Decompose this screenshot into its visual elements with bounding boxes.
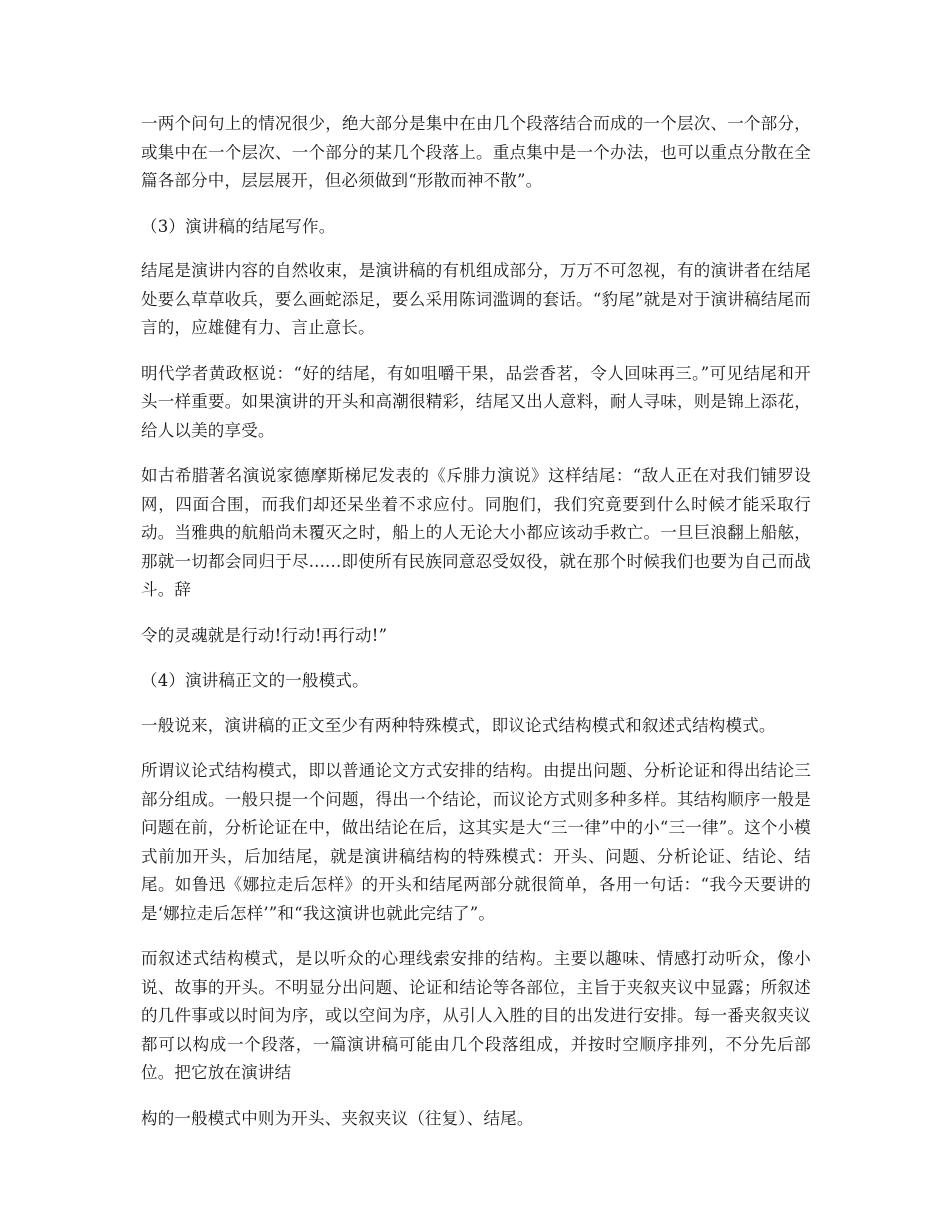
paragraph-argumentative-pattern: 所谓议论式结构模式，即以普通论文方式安排的结构。由提出问题、分析论证和得出结论三部分组成。一般只提一个问题，得出一个结论，而议论方式则多种多样。其结构顺序一般是问题在前，分析论证在中，做出结论在后，这其实是大“三一律”中的小“三一律”。这个小模式前加开头，后加结尾，就是演讲稿结构的特殊模式：开头、问题、分析论证、结论、结尾。如鲁迅《娜拉走后怎样》的开头和结尾两部分就很简单，各用一句话：“我今天要讲的是‘娜拉走后怎样’”和“我这演讲也就此完结了”。	[141, 761, 811, 923]
paragraph-demosthenes-continued: 令的灵魂就是行动!行动!再行动!”	[141, 625, 388, 645]
document-page	[141, 110, 811, 1150]
paragraph-demosthenes-example: 如古希腊著名演说家德摩斯梯尼发表的《斥腓力演说》这样结尾：“敌人正在对我们铺罗设网，四面合围，而我们却还呆坐着不求应付。同胞们，我们究竟要到什么时候才能采取行动。当雅典的航船尚未覆灭之时，船上的人无论大小都应该动手救亡。一旦巨浪翻上船舷，那就一切都会同归于尽......即使所有民族同意忍受奴役，就在那个时候我们也要为自己而战斗。辞	[141, 466, 811, 599]
paragraph-narrative-pattern: 而叙述式结构模式，是以听众的心理线索安排的结构。主要以趣味、情感打动听众，像小说、故事的开头。不明显分出问题、论证和结论等各部位，主旨于夹叙夹议中显露；所叙述的几件事或以时间为序，或以空间为序，从引人入胜的目的出发进行安排。每一番夹叙夹议都可以构成一个段落，一篇演讲稿可能由几个段落组成，并按时空顺序排列，不分先后部位。把它放在演讲结	[141, 949, 811, 1082]
paragraph-two-patterns: 一般说来，演讲稿的正文至少有两种特殊模式，即议论式结构模式和叙述式结构模式。	[141, 715, 776, 735]
paragraph-focus-distribution: 一两个问句上的情况很少，绝大部分是集中在由几个段落结合而成的一个层次、一个部分，或集中在一个层次、一个部分的某几个段落上。重点集中是一个办法，也可以重点分散在全篇各部分中，层层展开，但必须做到“形散而神不散”。	[141, 114, 811, 190]
paragraph-ending-quote: 明代学者黄政枢说：“好的结尾，有如咀嚼干果，品尝香茗，令人回味再三。”可见结尾和开头一样重要。如果演讲的开头和高潮很精彩，结尾又出人意料，耐人寻味，则是锦上添花，给人以美的享受。	[141, 363, 811, 440]
section-heading-general-pattern: （4）演讲稿正文的一般模式。	[141, 671, 369, 690]
paragraph-ending-intro: 结尾是演讲内容的自然收束，是演讲稿的有机组成部分，万万不可忽视，有的演讲者在结尾处要么草草收兵，要么画蛇添足，要么采用陈词滥调的套话。“豹尾”就是对于演讲稿结尾而言的，应雄健有力、言止意长。	[141, 261, 811, 337]
section-heading-ending: （3）演讲稿的结尾写作。	[141, 216, 336, 236]
paragraph-narrative-continued: 构的一般模式中则为开头、夹叙夹议（往复）、结尾。	[141, 1108, 534, 1128]
